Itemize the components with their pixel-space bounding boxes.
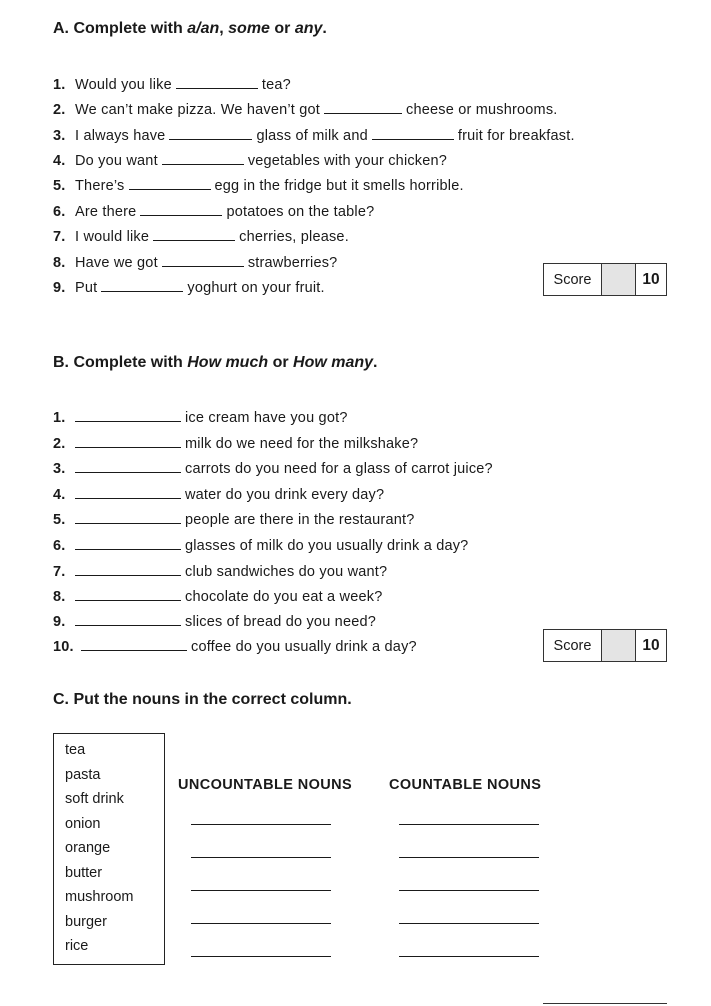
exercise-a-item-7: 7. I would like cherries, please. xyxy=(53,229,349,245)
answer-blank[interactable] xyxy=(101,279,183,292)
answer-blank[interactable] xyxy=(176,76,258,89)
exercise-a-item-6: 6. Are there potatoes on the table? xyxy=(53,204,375,220)
exercise-b-item-3: 3. carrots do you need for a glass of carrot juice? xyxy=(53,461,493,477)
section-c-title: C. Put the nouns in the correct column. xyxy=(53,691,352,708)
answer-blank[interactable] xyxy=(153,228,235,241)
answer-blank[interactable] xyxy=(162,254,244,267)
countable-answer-line[interactable] xyxy=(399,956,539,957)
exercise-a-item-1: 1. Would you like tea? xyxy=(53,77,291,93)
answer-blank[interactable] xyxy=(75,435,181,448)
exercise-b-item-4: 4. water do you drink every day? xyxy=(53,487,385,503)
noun-list-box xyxy=(53,733,165,965)
exercise-a-item-5: 5. There’s egg in the fridge but it smells horrible. xyxy=(53,178,464,194)
answer-blank[interactable] xyxy=(129,177,211,190)
noun-item: onion xyxy=(65,816,101,832)
exercise-b-item-2: 2. milk do we need for the milkshake? xyxy=(53,436,419,452)
score-label: Score xyxy=(544,630,602,661)
answer-blank[interactable] xyxy=(75,511,181,524)
noun-item: butter xyxy=(65,865,103,881)
answer-blank[interactable] xyxy=(162,152,244,165)
score-input[interactable] xyxy=(602,630,636,661)
answer-blank[interactable] xyxy=(75,588,181,601)
score-label: Score xyxy=(544,264,602,295)
score-total: 10 xyxy=(642,636,660,654)
exercise-b-item-1: 1. ice cream have you got? xyxy=(53,410,348,426)
exercise-a-item-3: 3. I always have glass of milk and fruit for breakfast. xyxy=(53,128,575,144)
uncountable-answer-line[interactable] xyxy=(191,824,331,825)
answer-blank[interactable] xyxy=(75,613,181,626)
answer-blank[interactable] xyxy=(81,638,187,651)
score-box-b xyxy=(543,629,667,662)
exercise-b-item-8: 8. chocolate do you eat a week? xyxy=(53,589,383,605)
exercise-a-item-2: 2. We can’t make pizza. We haven’t got cheese or mushrooms. xyxy=(53,102,558,118)
noun-item: soft drink xyxy=(65,791,124,807)
exercise-a-item-9: 9. Put yoghurt on your fruit. xyxy=(53,280,325,296)
exercise-b-item-7: 7. club sandwiches do you want? xyxy=(53,564,388,580)
noun-item: tea xyxy=(65,742,86,758)
answer-blank[interactable] xyxy=(75,486,181,499)
answer-blank[interactable] xyxy=(75,409,181,422)
exercise-b-item-9: 9. slices of bread do you need? xyxy=(53,614,377,630)
exercise-b-item-5: 5. people are there in the restaurant? xyxy=(53,512,415,528)
score-input[interactable] xyxy=(602,264,636,295)
section-a-title: A. Complete with a/an, some or any. xyxy=(53,20,327,37)
section-b-title: B. Complete with How much or How many. xyxy=(53,354,378,371)
uncountable-answer-line[interactable] xyxy=(191,890,331,891)
countable-answer-line[interactable] xyxy=(399,857,539,858)
noun-item: mushroom xyxy=(65,889,134,905)
answer-blank[interactable] xyxy=(75,563,181,576)
exercise-a-item-8: 8. Have we got strawberries? xyxy=(53,255,338,271)
noun-item: orange xyxy=(65,840,111,856)
exercise-b-item-10: 10. coffee do you usually drink a day? xyxy=(53,639,417,655)
noun-item: burger xyxy=(65,914,107,930)
countable-column-header: COUNTABLE NOUNS xyxy=(389,777,542,793)
uncountable-answer-line[interactable] xyxy=(191,956,331,957)
countable-answer-line[interactable] xyxy=(399,824,539,825)
answer-blank[interactable] xyxy=(324,101,402,114)
countable-answer-line[interactable] xyxy=(399,923,539,924)
answer-blank[interactable] xyxy=(169,127,252,140)
noun-item: pasta xyxy=(65,767,101,783)
answer-blank[interactable] xyxy=(75,460,181,473)
uncountable-column-header: UNCOUNTABLE NOUNS xyxy=(178,777,353,793)
answer-blank[interactable] xyxy=(140,203,222,216)
exercise-a-item-4: 4. Do you want vegetables with your chicken? xyxy=(53,153,448,169)
uncountable-answer-line[interactable] xyxy=(191,857,331,858)
score-total: 10 xyxy=(642,270,660,288)
exercise-b-item-6: 6. glasses of milk do you usually drink a day? xyxy=(53,538,469,554)
uncountable-answer-line[interactable] xyxy=(191,923,331,924)
noun-item: rice xyxy=(65,938,89,954)
score-box-a xyxy=(543,263,667,296)
answer-blank[interactable] xyxy=(372,127,454,140)
countable-answer-line[interactable] xyxy=(399,890,539,891)
answer-blank[interactable] xyxy=(75,537,181,550)
